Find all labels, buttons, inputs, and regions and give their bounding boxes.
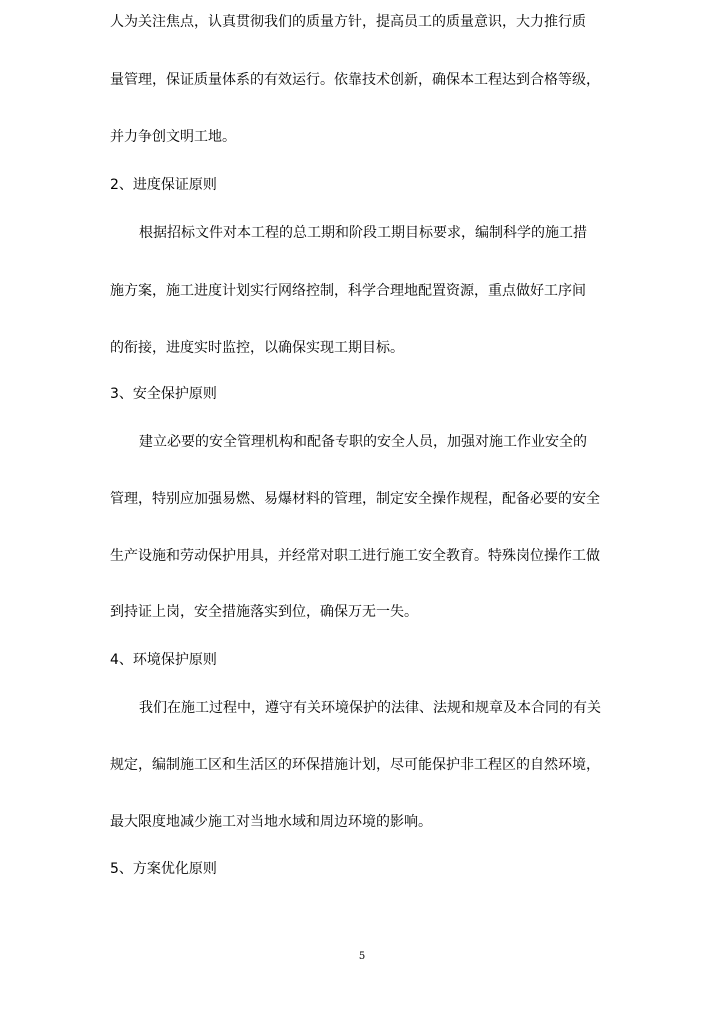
body-text-line: 人为关注焦点，认真贯彻我们的质量方针，提高员工的质量意识，大力推行质 — [110, 14, 586, 30]
body-text-line: 量管理，保证质量体系的有效运行。依靠技术创新，确保本工程达到合格等级， — [110, 72, 600, 88]
body-text-line: 最大限度地减少施工对当地水域和周边环境的影响。 — [110, 814, 432, 830]
body-text-line: 到持证上岗，安全措施落实到位，确保万无一失。 — [110, 604, 418, 620]
body-text-line: 并力争创文明工地。 — [110, 129, 236, 145]
page-number: 5 — [358, 951, 366, 962]
body-text-line: 规定，编制施工区和生活区的环保措施计划，尽可能保护非工程区的自然环境， — [110, 757, 600, 773]
body-text-line: 我们在施工过程中，遵守有关环境保护的法律、法规和规章及本合同的有关 — [139, 700, 601, 716]
section-heading: 3、安全保护原则 — [110, 386, 217, 402]
body-text-line: 施方案，施工进度计划实行网络控制，科学合理地配置资源，重点做好工序间 — [110, 283, 586, 299]
section-heading: 5、方案优化原则 — [110, 861, 217, 877]
body-text-line: 管理，特别应加强易燃、易爆材料的管理，制定安全操作规程，配备必要的安全 — [110, 491, 600, 507]
body-text-line: 建立必要的安全管理机构和配备专职的安全人员，加强对施工作业安全的 — [139, 434, 587, 450]
section-heading: 2、进度保证原则 — [110, 177, 217, 193]
section-heading: 4、环境保护原则 — [110, 652, 217, 668]
body-text-line: 的衔接，进度实时监控，以确保实现工期目标。 — [110, 340, 404, 356]
body-text-line: 生产设施和劳动保护用具，并经常对职工进行施工安全教育。特殊岗位操作工做 — [110, 548, 600, 564]
body-text-line: 根据招标文件对本工程的总工期和阶段工期目标要求，编制科学的施工措 — [139, 225, 587, 241]
